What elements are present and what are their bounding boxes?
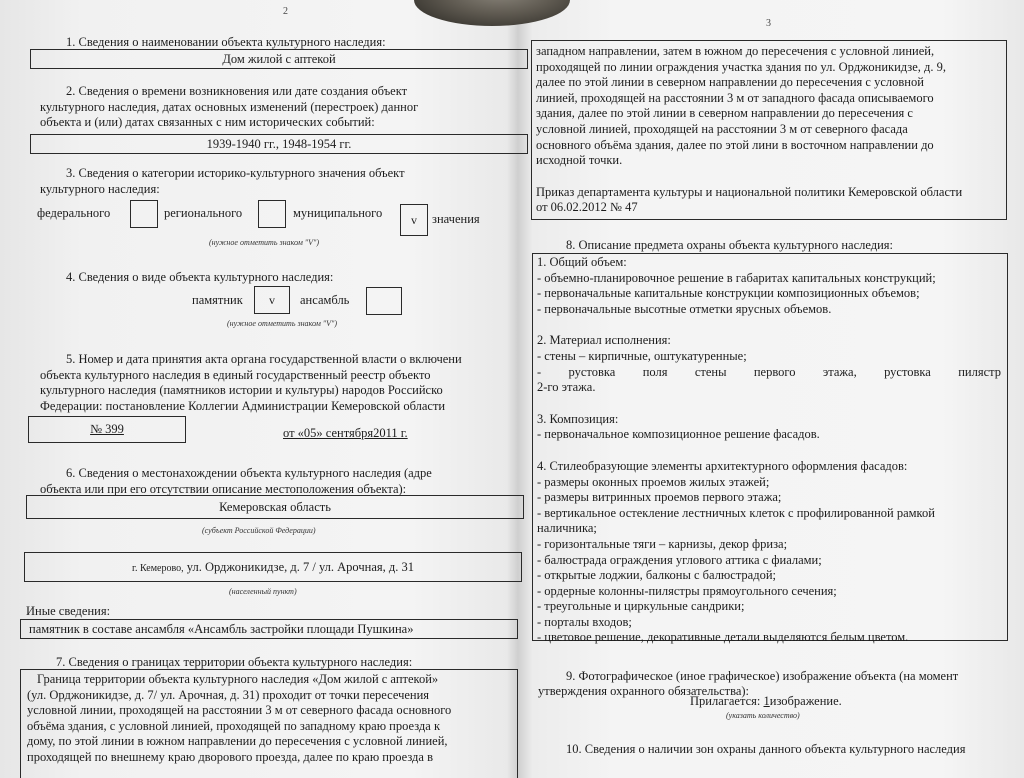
cont-line: далее по этой линии в северном направлении до пересечения с условной [536, 75, 924, 90]
rust-word: рустовка [568, 364, 616, 379]
s3-line: 3. Сведения о категории историко-культурного значения объект [66, 166, 405, 180]
g4-line: - размеры витринных проемов первого этажа; [537, 490, 782, 505]
rust-word: первого [753, 364, 796, 379]
page-number-right: 3 [766, 18, 771, 29]
g3-line: 3. Композиция: [537, 411, 619, 426]
boundary-continuation-text [532, 41, 1006, 216]
category-suffix-label: значения [432, 212, 480, 226]
type-monument-checkbox[interactable]: v [254, 286, 290, 314]
other-info-value: памятник в составе ансамбля «Ансамбль застройки площади Пушкина» [29, 622, 414, 636]
region-value: Кемеровская область [219, 500, 331, 514]
category-municipal-checkbox[interactable]: v [400, 204, 428, 236]
object-name-box [30, 49, 528, 69]
g4-line: - цветовое решение, декоративные детали выделяются белым цветом. [537, 630, 909, 645]
s7-line: (ул. Орджоникидзе, д. 7/ ул. Арочная, д. 31) проходит от точки пересечения [27, 687, 430, 702]
region-box [26, 495, 524, 519]
object-name-value: Дом жилой с аптекой [222, 52, 336, 66]
category-regional-checkbox[interactable] [258, 200, 286, 228]
boundary-text [21, 670, 517, 766]
s7-line: объёма здания, с условной линией, проходящей по западному краю проезда к [27, 718, 441, 733]
s3-line: культурного наследия: [40, 181, 160, 196]
rust-word: рустовка [884, 364, 931, 379]
type-ensemble-checkbox[interactable] [366, 287, 402, 315]
act-number-box [28, 416, 186, 443]
category-federal-label: федерального [37, 206, 111, 220]
dates-box [30, 134, 528, 154]
g4-line: - треугольные и циркульные сандрики; [537, 599, 745, 614]
g1-line: - первоначальные высотные отметки ярусных объемов. [537, 301, 832, 316]
g1-line: - первоначальные капитальные конструкции композиционных объемов; [537, 286, 920, 301]
s7-line: Граница территории объекта культурного наследия «Дом жилой с аптекой» [37, 672, 439, 686]
city-value: г. Кемерово, [132, 563, 184, 574]
category-municipal-label: муниципального [293, 206, 383, 220]
rust-word: поля [642, 364, 668, 379]
cont-line: основного объёма здания, далее по этой лини в восточном направлении до [536, 137, 934, 152]
category-note: (нужное отметить знаком "V") [209, 238, 320, 247]
protection-subject-text [533, 254, 1007, 646]
section-2-text [40, 84, 418, 131]
other-info-box [20, 619, 518, 639]
g1-line: - объемно-планировочное решение в габаритах капитальных конструкций; [537, 270, 936, 285]
section-6-text [40, 466, 432, 497]
locality-note: (населенный пункт) [229, 587, 297, 596]
boundary-continuation-box [531, 40, 1007, 220]
address-value: ул. Орджоникидзе, д. 7 / ул. Арочная, д. 31 [186, 560, 414, 574]
address-line [25, 553, 521, 583]
section-3-text [40, 166, 405, 197]
section-4-title: 4. Сведения о виде объекта культурного наследия: [66, 270, 334, 284]
g4-line: - балюстрада ограждения углового аттика с фиалами; [537, 552, 822, 567]
order-line: от 06.02.2012 № 47 [536, 200, 638, 215]
cont-line: линией, проходящей на расстоянии 3 м от западного фасада описываемого [536, 90, 934, 105]
stone-paperweight [414, 0, 570, 26]
g2-rustication-line [537, 365, 1001, 381]
s5-line: культурного наследия (памятников истории и культуры) народов Российско [40, 383, 443, 398]
count-note: (указать количество) [726, 711, 800, 720]
section-1-title: 1. Сведения о наименовании объекта культурного наследия: [66, 35, 386, 49]
s7-line: дому, по этой линии в южном направлении до пересечения с условной линией, [27, 734, 448, 749]
rust-word: пилястр [958, 364, 1001, 379]
g4-line: - порталы входов; [537, 614, 632, 629]
s5-line: 5. Номер и дата принятия акта органа государственной власти о включени [66, 352, 462, 366]
s2-line: объекта и (или) датах связанных с ним исторических событий: [40, 115, 375, 130]
cont-line: западном направлении, затем в южном до пересечения с условной линией, [536, 44, 935, 58]
g4-line: - ордерные колонны-пилястры прямоугольного сечения; [537, 583, 837, 598]
g4-line: - размеры оконных проемов жилых этажей; [537, 474, 770, 489]
s5-line: объекта культурного наследия в единый государственный реестр объекто [40, 367, 431, 382]
g2-rust-end: 2-го этажа. [537, 380, 596, 395]
attached-prefix: Прилагается: [690, 694, 761, 708]
boundary-box [20, 669, 518, 778]
region-note: (субъект Российской Федерации) [202, 526, 316, 535]
section-8-title: 8. Описание предмета охраны объекта культурного наследия: [566, 238, 894, 252]
section-10-title: 10. Сведения о наличии зон охраны данного объекта культурного наследия [566, 742, 966, 756]
act-date-value: от «05» сентября2011 г. [283, 426, 408, 440]
protection-subject-box [532, 253, 1008, 645]
section-9-line1: 9. Фотографическое (иное графическое) изображение объекта (на момент [566, 669, 959, 683]
rust-word: - [537, 364, 542, 379]
order-line: Приказ департамента культуры и национальной политики Кемеровской области [536, 184, 963, 199]
s6-line: объекта или при его отсутствии описание местоположения объекта): [40, 481, 407, 496]
s6-line: 6. Сведения о местонахождении объекта культурного наследия (адре [66, 466, 432, 480]
cont-line: исходной точки. [536, 153, 623, 168]
g4-line: - вертикальное остекление лестничных клеток с профилированной рамкой [537, 505, 935, 520]
rust-word: этажа, [822, 364, 857, 379]
attached-suffix: изображение. [769, 694, 842, 708]
address-box [24, 552, 522, 582]
g2-head: 2. Материал исполнения: [537, 333, 671, 348]
section-5-text [40, 352, 462, 414]
s2-line: культурного наследия, датах основных изменений (перестроек) данног [40, 99, 419, 114]
g4-head: 4. Стилеобразующие элементы архитектурного оформления фасадов: [537, 458, 908, 473]
cont-line: проходящей по линии ограждения участка здания по ул. Орджоникидзе, д. 9, [536, 59, 946, 74]
g4-line: - горизонтальные тяги – карнизы, декор фриза; [537, 536, 788, 551]
s7-line: условной линии, проходящей на расстоянии 3 м от северного фасада основного [27, 703, 452, 718]
type-note: (нужное отметить знаком "V") [227, 319, 338, 328]
s7-line: проходящей по внешнему краю дворового проезда, далее по краю проезда в [27, 749, 433, 764]
cont-line: здания, далее по этой линии в северном направлении до пересечения с [536, 106, 913, 121]
attached-count: 1 [763, 694, 770, 708]
rust-word: стены [694, 364, 727, 379]
g3-line: - первоначальное композиционное решение фасадов. [537, 427, 820, 442]
g2-walls: - стены – кирпичные, оштукатуренные; [537, 348, 747, 363]
cont-line: условной линией, проходящей на расстоянии 3 м от северного фасада [536, 121, 908, 136]
section-9-line2: утверждения охранного обязательства): [538, 684, 750, 698]
type-ensemble-label: ансамбль [300, 293, 350, 307]
g4-line: наличника; [537, 521, 597, 536]
g4-line: - открытые лоджии, балконы с балюстрадой; [537, 568, 777, 583]
page-number-left: 2 [283, 6, 288, 17]
g1-line: 1. Общий объем: [537, 255, 627, 269]
category-federal-checkbox[interactable] [130, 200, 158, 228]
attached-line [690, 694, 842, 710]
s5-line: Федерации: постановление Коллегии Администрации Кемеровской области [40, 398, 446, 413]
section-7-title: 7. Сведения о границах территории объекта культурного наследия: [56, 655, 413, 669]
category-regional-label: регионального [164, 206, 243, 220]
act-number-value: № 399 [90, 422, 124, 436]
other-info-title: Иные сведения: [26, 604, 111, 618]
type-monument-label: памятник [192, 293, 243, 307]
dates-value: 1939-1940 гг., 1948-1954 гг. [206, 137, 352, 151]
s2-line: 2. Сведения о времени возникновения или дате создания объект [66, 84, 408, 98]
